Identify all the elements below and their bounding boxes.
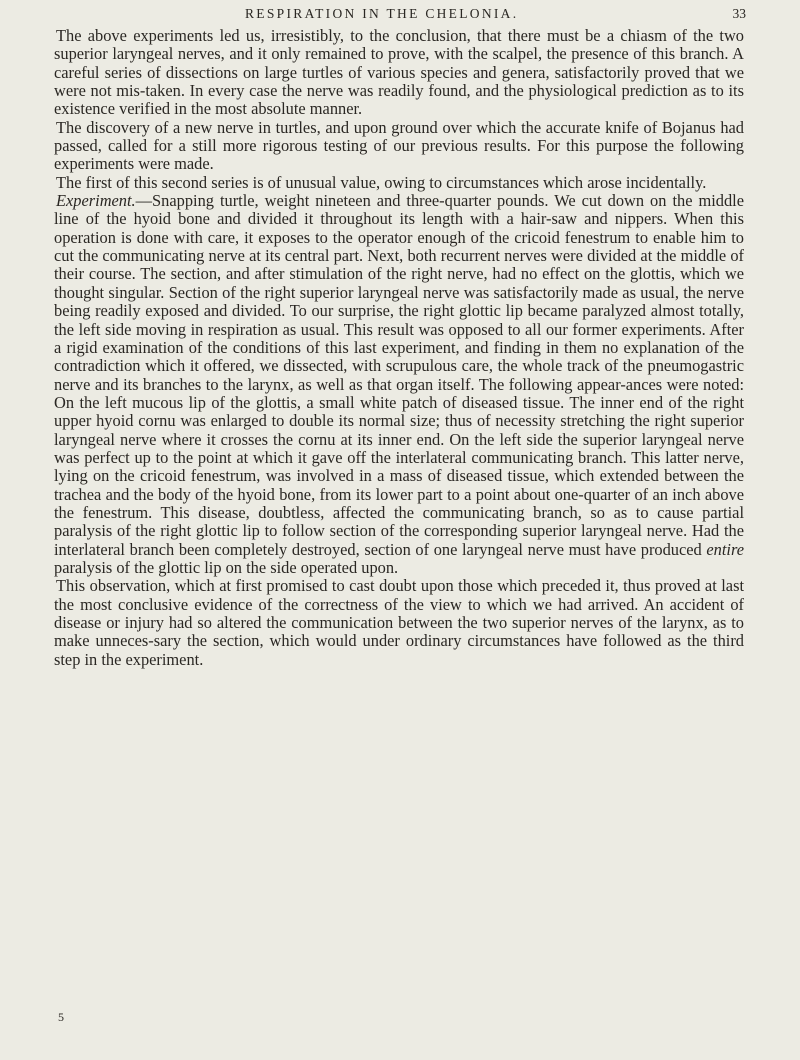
running-head — [110, 6, 750, 26]
running-title: RESPIRATION IN THE CHELONIA. — [245, 6, 519, 21]
paragraph-discovery: The discovery of a new nerve in turtles, and upon ground over which the accurate knife of Bojanus had passed, called for a still more rigorous testing of our previous results. For this purpose the following experiments were made. — [54, 117, 744, 174]
emphasis-entire: entire — [706, 539, 744, 559]
paragraph-conclusion: The above experiments led us, irresistibly, to the conclusion, that there must be a chiasm of the two superior laryngeal nerves, and it only remained to prove, with the scalpel, the presence of this branch. A careful series of dissections on large turtles of various species and genera, satisfactorily proved that we were not mis-taken. In every case the nerve was readily found, and the physiological prediction as to its existence verified in the most absolute manner. — [54, 26, 744, 119]
experiment-label: Experiment. — [56, 191, 136, 211]
paragraph-second-series: The first of this second series is of unusual value, owing to circumstances which arose incidentally. — [56, 172, 707, 192]
paragraph-observation: This observation, which at first promised to cast doubt upon those which preceded it, thus proved at last the most conclusive evidence of the correctness of the view to which we had arrived. An accident of disease or injury had so altered the communication between the two superior nerves of the larynx, as to make unneces-sary the section, which would under ordinary circumstances have followed as the third step in the experiment. — [54, 576, 744, 669]
experiment-body: —Snapping turtle, weight nineteen and three-quarter pounds. We cut down on the middle line of the hyoid bone and divided it throughout its length with a hair-saw and nippers. When this operation is done with care, it exposes to the operator enough of the cricoid fenestrum to enable him to cut the communicating nerve at its central part. Next, both recurrent nerves were divided at the middle of their course. The section, and after stimulation of the right nerve, had no effect on the glottis, which we thought singular. Section of the right superior laryngeal nerve was satisfactorily made as usual, the nerve being readily exposed and divided. To our surprise, the right glottic lip became paralyzed almost totally, the left side moving in respiration as usual. This result was opposed to all our former experiments. After a rigid examination of the conditions of this last experiment, and finding in them no explanation of the contradiction which it offered, we dissected, with scrupulous care, the whole track of the pneumogastric nerve and its branches to the larynx, as well as that organ itself. The following appear-ances were noted: On the left mucous lip of the glottis, a small white patch of diseased tissue. The inner end of the right upper hyoid cornu was enlarged to double its normal size; thus of necessity stretching the right superior laryngeal nerve where it crosses the cornu at its inner end. On the left side the superior laryngeal nerve was perfect up to the point at which it gave off the interlateral communicating branch. This latter nerve, lying on the cricoid fenestrum, was involved in a mass of diseased tissue, which extended between the trachea and the body of the hyoid bone, from its lower part to a point about one-quarter of an inch above the fenestrum. This disease, doubtless, affected the communicating branch, so as to cause partial paralysis of the right glottic lip to follow section of the corresponding superior laryngeal nerve. Had the interlateral branch been completely destroyed, section of one laryngeal nerve must have produced — [54, 191, 744, 559]
page-number: 33 — [732, 6, 746, 21]
paragraph-experiment — [54, 192, 744, 577]
signature-mark: 5 — [58, 1010, 64, 1024]
experiment-tail: paralysis of the glottic lip on the side operated upon. — [54, 557, 399, 577]
body-text — [54, 27, 744, 669]
